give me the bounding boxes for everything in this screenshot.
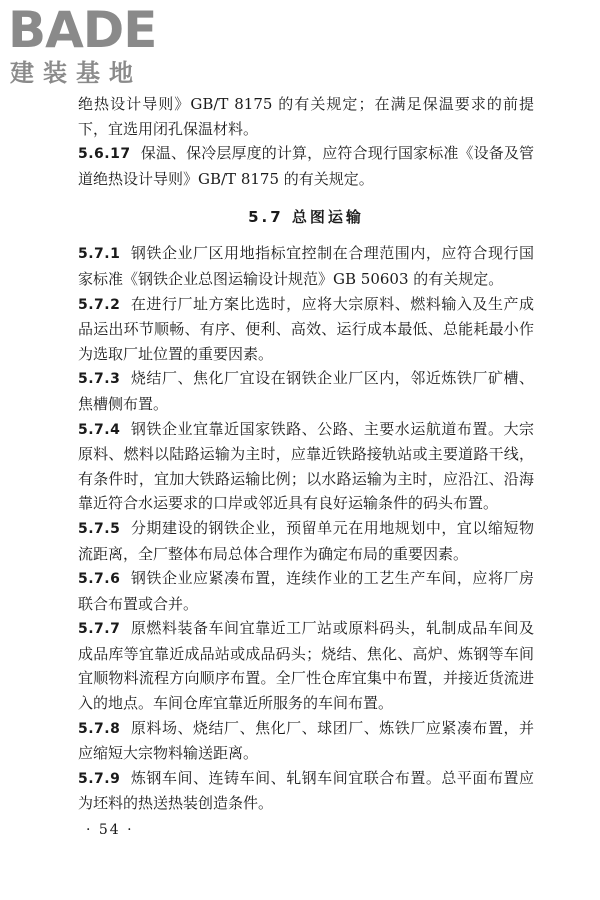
clause-text: 保温、保冷层厚度的计算，应符合现行国家标准《设备及管道绝热设计导则》GB/T 8175 的有关规定。 — [78, 144, 534, 188]
section-title: 5.7 总图运输 — [248, 208, 364, 227]
clause-number: 5.7.4 — [78, 421, 121, 438]
clause-text: 钢铁企业厂区用地指标宜控制在合理范围内，应符合现行国家标准《钢铁企业总图运输设计规范》GB 50603 的有关规定。 — [78, 244, 534, 288]
clause-5-7-5 — [78, 516, 534, 566]
logo-subtitle: 建装基地 — [10, 59, 142, 87]
clause-text: 钢铁企业宜靠近国家铁路、公路、主要水运航道布置。大宗原料、燃料以陆路运输为主时，应靠近铁路接轨站或主要道路干线，有条件时，宜加大铁路运输比例；以水路运输为主时，应沿江、沿海靠近符合水运要求的口岸或邻近具有良好运输条件的码头布置。 — [78, 419, 534, 513]
logo-wordmark: BADE — [8, 1, 157, 59]
clause-number: 5.7.3 — [78, 371, 121, 388]
clause-number: 5.7.9 — [78, 770, 121, 787]
clause-number: 5.7.2 — [78, 296, 121, 313]
page-number: · 54 · — [86, 822, 134, 838]
clause-5-7-2 — [78, 292, 534, 367]
clause-5-7-7 — [78, 616, 534, 715]
intro-continuation: 绝热设计导则》GB/T 8175 的有关规定；在满足保温要求的前提下，宜选用闭孔保温材料。 — [78, 95, 534, 138]
clause-text: 在进行厂址方案比选时，应将大宗原料、燃料输入及生产成品运出环节顺畅、有序、便利、高效、运行成本最低、总能耗最小作为选取厂址位置的重要因素。 — [78, 294, 534, 363]
clause-text: 炼钢车间、连铸车间、轧钢车间宜联合布置。总平面布置应为坯料的热送热装创造条件。 — [78, 768, 534, 813]
bade-logo — [8, 1, 178, 92]
clause-5-7-4 — [78, 417, 534, 516]
clause-5-7-1 — [78, 241, 534, 291]
page-body — [78, 92, 534, 816]
clause-5-7-6 — [78, 566, 534, 616]
clause-number: 5.7.6 — [78, 571, 121, 588]
clause-number: 5.7.8 — [78, 720, 121, 737]
clause-text: 烧结厂、焦化厂宜设在钢铁企业厂区内，邻近炼铁厂矿槽、焦槽侧布置。 — [78, 369, 534, 413]
clause-5-6-17 — [78, 141, 534, 191]
clause-text: 原料场、烧结厂、焦化厂、球团厂、炼铁厂应紧凑布置，并应缩短大宗物料输送距离。 — [78, 718, 534, 763]
clause-number: 5.7.1 — [78, 246, 121, 263]
clause-number: 5.7.7 — [78, 621, 121, 638]
clause-text: 原燃料装备车间宜靠近工厂站或原料码头，轧制成品车间及成品库等宜靠近成品站或成品码头；烧结、焦化、高炉、炼钢等车间宜顺物料流程方向顺序布置。全厂性仓库宜集中布置，并接近货流进入的地点。车间仓库宜靠近所服务的车间布置。 — [78, 619, 534, 713]
clause-5-7-3 — [78, 366, 534, 416]
clause-5-7-9 — [78, 766, 534, 816]
clause-number: 5.6.17 — [78, 146, 131, 163]
clause-number: 5.7.5 — [78, 520, 121, 537]
clause-5-7-8 — [78, 716, 534, 766]
clause-text: 分期建设的钢铁企业，预留单元在用地规划中，宜以缩短物流距离，全厂整体布局总体合理作为确定布局的重要因素。 — [78, 518, 534, 563]
clause-text: 钢铁企业应紧凑布置，连续作业的工艺生产车间，应将厂房联合布置或合并。 — [78, 569, 534, 613]
